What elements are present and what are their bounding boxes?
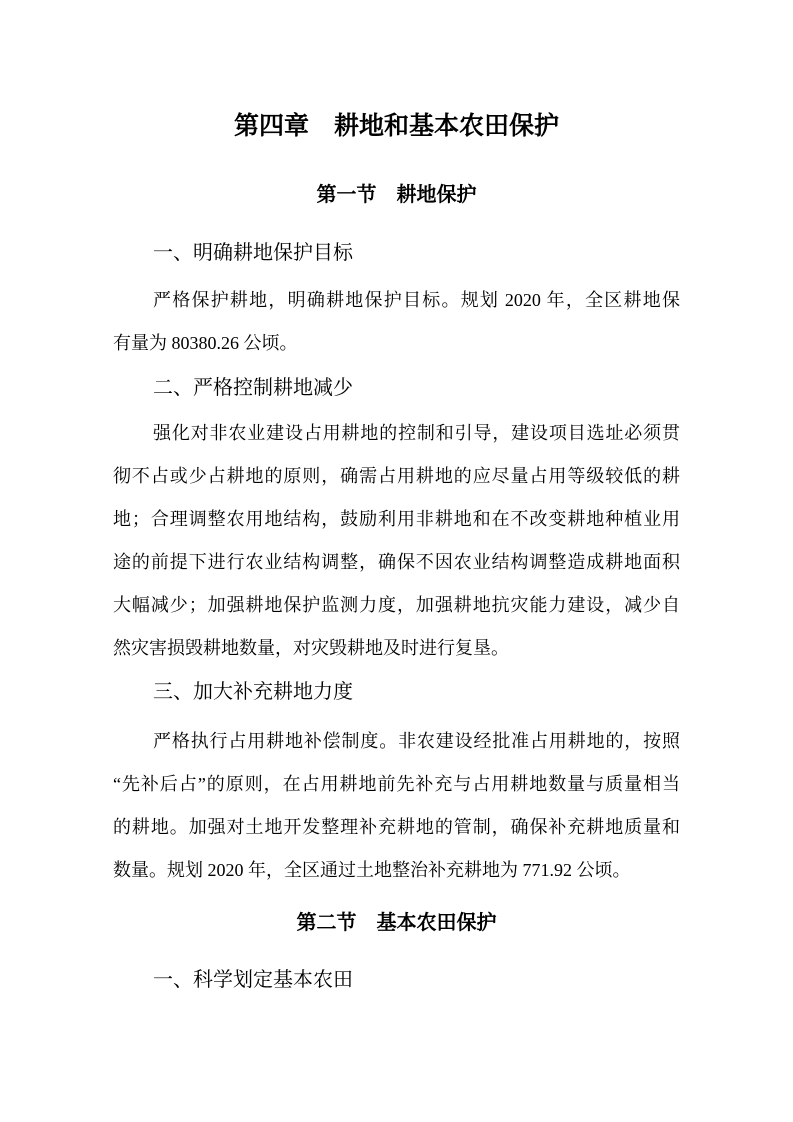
- subheading-1-define-basic-farmland: 一、科学划定基本农田: [153, 969, 353, 991]
- paragraph-control-reduction: [113, 412, 680, 670]
- paragraph-line: “先补后占”的原则，在占用耕地前先补充与占用耕地数量与质量相当: [113, 774, 680, 794]
- paragraph-line: 地；合理调整农用地结构，鼓励利用非耕地和在不改变耕地种植业用: [113, 509, 680, 529]
- subheading-3-supplement-land: 三、加大补充耕地力度: [153, 681, 353, 703]
- paragraph-line: 有量为 80380.26 公顷。: [113, 333, 298, 353]
- paragraph-supplement-land: [113, 720, 680, 892]
- paragraph-line: 彻不占或少占耕地的原则，确需占用耕地的应尽量占用等级较低的耕: [113, 466, 680, 486]
- paragraph-line: 数量。规划 2020 年，全区通过土地整治补充耕地为 771.92 公顷。: [113, 860, 631, 880]
- section-2-title: 第二节 基本农田保护: [296, 912, 497, 934]
- subheading-2-control-reduction: 二、严格控制耕地减少: [153, 377, 353, 399]
- section-1-title: 第一节 耕地保护: [316, 184, 477, 206]
- paragraph-line: 严格执行占用耕地补偿制度。非农建设经批准占用耕地的，按照: [153, 731, 680, 751]
- subheading-1-protect-targets: 一、明确耕地保护目标: [153, 242, 353, 264]
- chapter-title: 第四章 耕地和基本农田保护: [233, 112, 559, 140]
- paragraph-cultivated-land-targets: [113, 279, 680, 365]
- paragraph-line: 严格保护耕地，明确耕地保护目标。规划 2020 年，全区耕地保: [153, 290, 680, 310]
- paragraph-line: 大幅减少；加强耕地保护监测力度，加强耕地抗灾能力建设，减少自: [113, 595, 680, 615]
- paragraph-line: 然灾害损毁耕地数量，对灾毁耕地及时进行复垦。: [113, 638, 509, 658]
- paragraph-line: 途的前提下进行农业结构调整，确保不因农业结构调整造成耕地面积: [113, 552, 680, 572]
- paragraph-line: 的耕地。加强对土地开发整理补充耕地的管制，确保补充耕地质量和: [113, 817, 680, 837]
- paragraph-line: 强化对非农业建设占用耕地的控制和引导，建设项目选址必须贯: [153, 423, 680, 443]
